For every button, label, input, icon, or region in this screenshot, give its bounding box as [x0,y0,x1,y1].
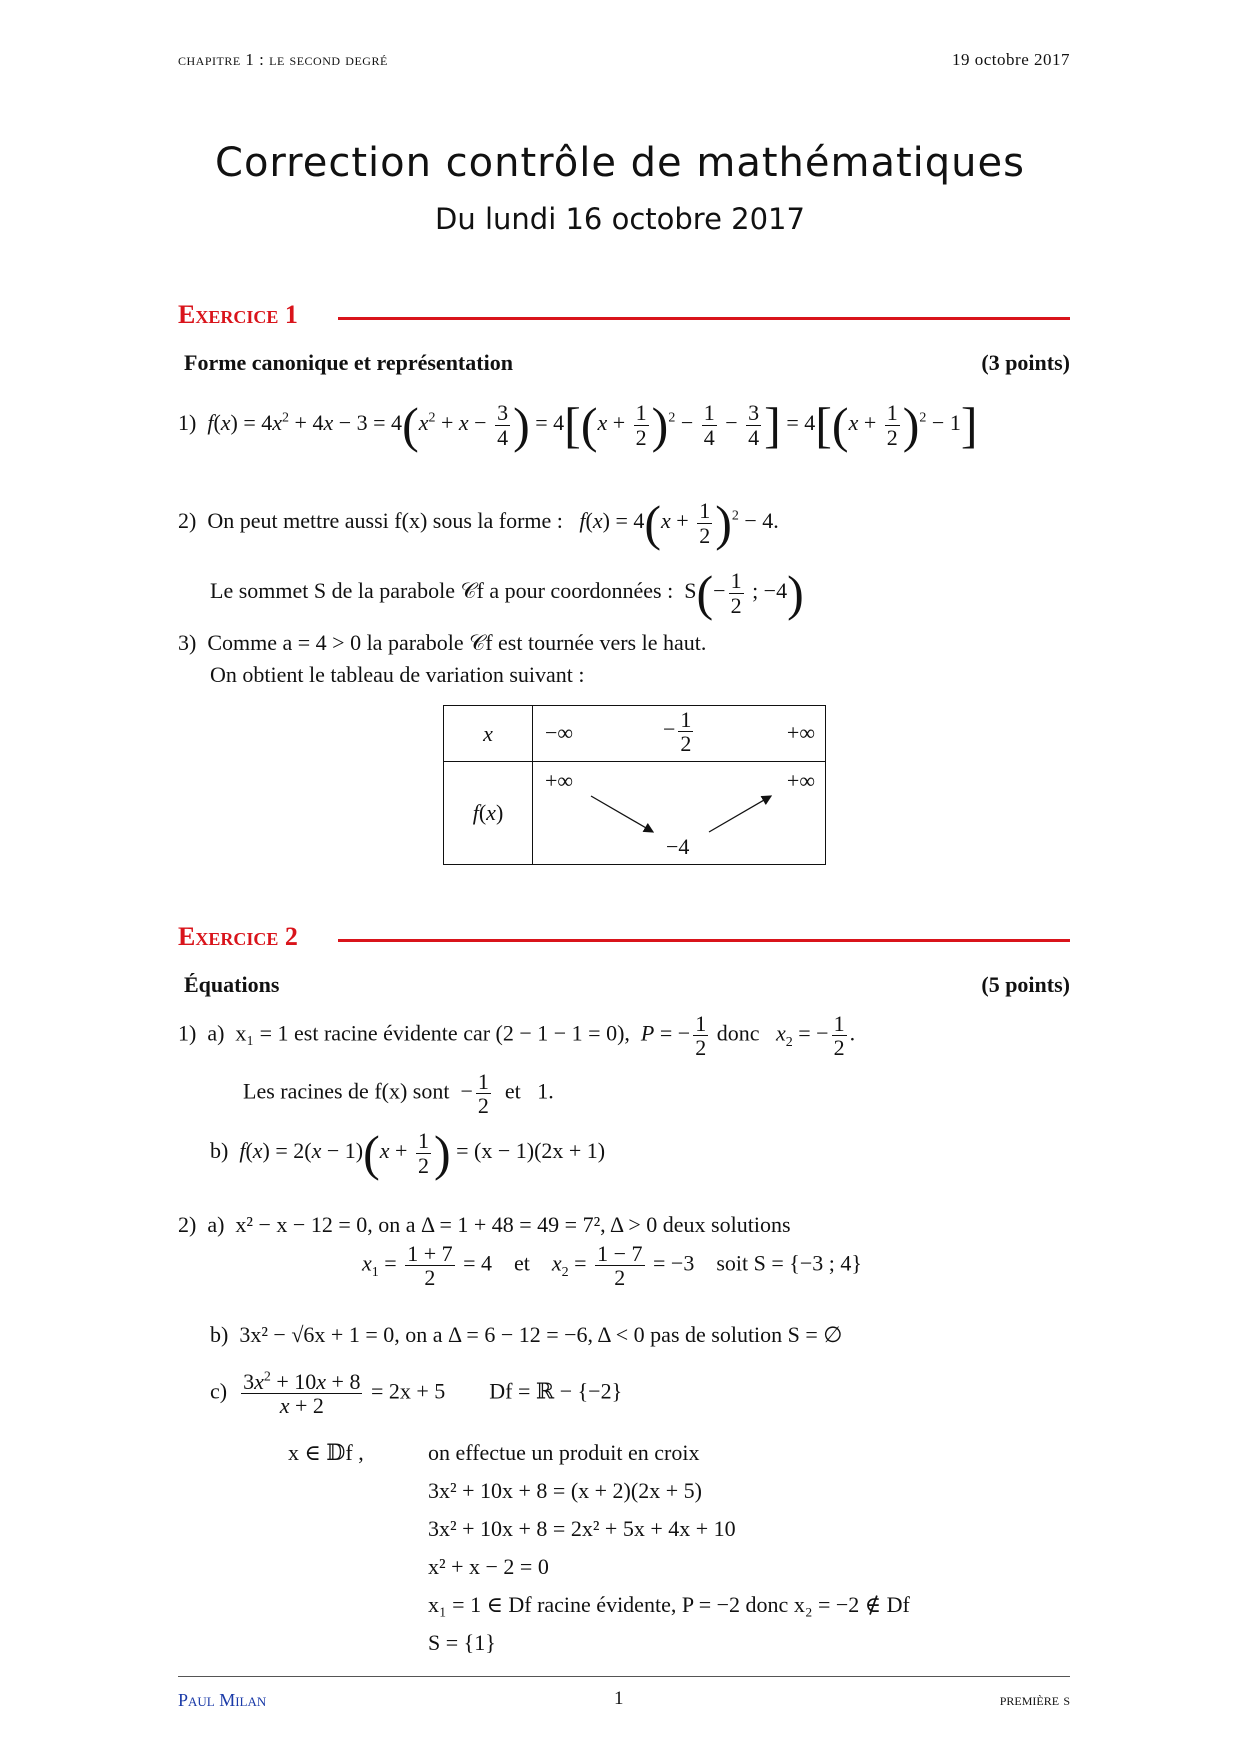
footer-rule [178,1676,1070,1677]
ex2-q2c-step-1: on effectue un produit en croix [428,1440,700,1465]
header-date: 19 octobre 2017 [952,50,1070,69]
table-f-left-inf: +∞ [545,768,574,793]
table-f-right-inf: +∞ [786,768,815,793]
page-subtitle: Du lundi 16 octobre 2017 [435,202,805,236]
variation-table [443,705,826,865]
header-chapter: chapitre 1 : le second degré [178,50,388,69]
table-vertex-x: − $\frac{1}{2}$ [663,707,692,757]
ex2-q2c-step-5: x₁ = 1 ∈ Df racine évidente, P = −2 donc x₂ = −2 ∉ Df [428,1592,910,1617]
exercise-1-points: (3 points) [981,350,1070,375]
ex2-q2c-condition: x ∈ 𝔻f , [288,1440,364,1465]
ex2-q2c: c) $\frac{3x^2 + 10x + 8}{x + 2}$ = 2x + 5 Df = ℝ − {−2} [210,1369,623,1419]
ex2-q2c-step-6: S = {1} [428,1630,496,1655]
table-plus-inf: +∞ [786,720,815,745]
table-f-row [533,762,826,865]
ex2-q2b: b) 3x² − √6x + 1 = 0, on a Δ = 6 − 12 = −6, Δ < 0 pas de solution S = ∅ [210,1322,843,1347]
table-x-row [533,706,826,762]
footer-page-number: 1 [614,1688,624,1709]
exercise-2-label: Exercice 2 [178,922,298,951]
table-f-min: −4 [666,834,690,859]
exercise-1-label: Exercice 1 [178,300,298,329]
ex2-q2a: 2) a) x² − x − 12 = 0, on a Δ = 1 + 48 = 49 = 7², Δ > 0 deux solutions [178,1212,791,1237]
ex1-q3-line2: On obtient le tableau de variation suivant : [210,662,585,687]
ex1-q3: 3) Comme a = 4 > 0 la parabole 𝒞f est tournée vers le haut. [178,630,707,655]
table-f-label: f(x) [444,762,533,865]
ex1-q1-equation: 1) $f(x) = 4x^2 + 4x - 3 = 4(x^2 + x$ − $\frac{3}{4}$ ) = 4[(x + $\frac{1}{2}$ )$^2$ − $\frac{1}{4}$ − $\frac{3}{4}$ ] = 4[(x + $\frac{1}{2}$ )$^2$ − 1] [178,397,978,453]
ex2-q2c-step-2: 3x² + 10x + 8 = (x + 2)(2x + 5) [428,1478,702,1503]
table-minus-inf: −∞ [545,720,574,745]
exercise-2-points: (5 points) [981,972,1070,997]
arrow-down-icon [591,796,653,832]
arrow-up-icon [709,796,771,832]
ex2-q1a-roots: Les racines de f(x) sont − $\frac{1}{2}$ et 1. [243,1069,554,1119]
ex1-q2-sommet: Le sommet S de la parabole 𝒞f a pour coordonnées : S(− $\frac{1}{2}$ ; −4) [210,565,804,621]
ex2-q1b: b) f(x) = 2(x − 1)(x + $\frac{1}{2}$ ) = (x − 1)(2x + 1) [210,1125,606,1181]
ex2-q2a-solutions: $x_1$ = $\frac{1 + 7}{2}$ = 4 et $x_2$ = $\frac{1 - 7}{2}$ = −3 soit S = {−3 ; 4} [362,1241,862,1291]
footer-author: Paul Milan [178,1690,267,1710]
ex2-q1a: 1) a) x₁ = 1 est racine évidente car (2 − 1 − 1 = 0), P = − $\frac{1}{2}$ donc $x_2$ = − $\frac{1}{2}$ . [178,1011,856,1061]
ex2-q2c-step-3: 3x² + 10x + 8 = 2x² + 5x + 4x + 10 [428,1516,736,1541]
ex2-q2c-step-4: x² + x − 2 = 0 [428,1554,549,1579]
table-x-label: x [444,706,533,762]
exercise-2-rule [338,939,1070,942]
exercise-1-rule [338,317,1070,320]
footer-level: première s [999,1690,1070,1709]
ex1-q2: 2) On peut mettre aussi f(x) sous la forme : f(x) = 4(x + $\frac{1}{2}$ )$^2$ − 4. [178,495,779,551]
page-title: Correction contrôle de mathématiques [215,140,1025,186]
variation-arrows [533,762,829,866]
exercise-1-section-title: Forme canonique et représentation [184,350,513,375]
exercise-2-section-title: Équations [184,972,280,997]
